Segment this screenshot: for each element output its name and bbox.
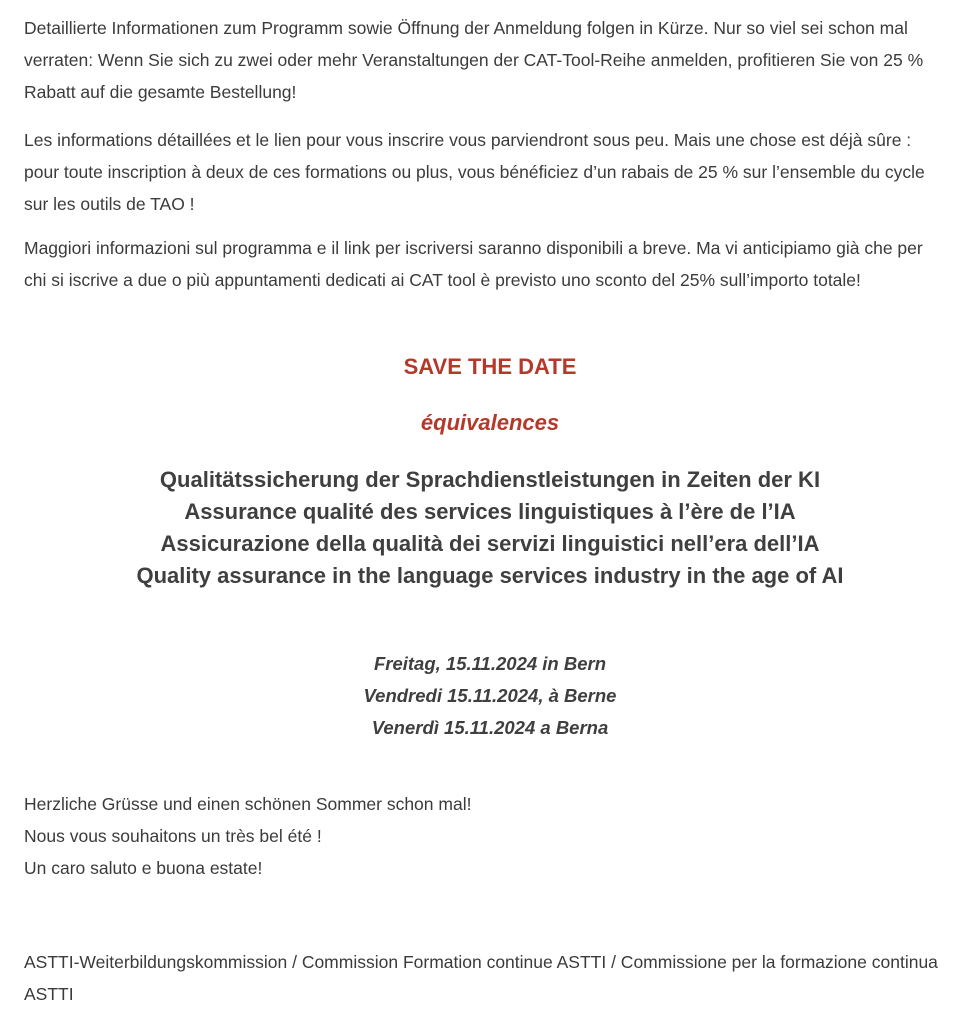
event-dates — [24, 648, 956, 744]
event-title-en: Quality assurance in the language services industry in the age of AI — [136, 563, 844, 588]
brand-name: équivalences — [420, 410, 560, 435]
intro-paragraph-de: Detaillierte Informationen zum Programm sowie Öffnung der Anmeldung folgen in Kürze. Nur so viel sei schon mal verraten: Wenn Sie sich zu zwei oder mehr Veranstaltungen der CAT-Tool-Reihe anmelden, profitieren Sie von 25 % Rabatt auf die gesamte Bestellung! — [24, 18, 924, 102]
event-title-fr: Assurance qualité des services linguistiques à l’ère de l’IA — [184, 499, 796, 524]
intro-paragraph-fr: Les informations détaillées et le lien pour vous inscrire vous parviendront sous peu. Mais une chose est déjà sûre : pour toute inscription à deux de ces formations ou plus, vous bénéficiez d’un rabais de 25 % sur l’ensemble du cycle sur les outils de TAO ! — [24, 130, 925, 214]
event-title-it: Assicurazione della qualità dei servizi linguistici nell’era dell’IA — [160, 531, 820, 556]
intro-paragraph-it: Maggiori informazioni sul programma e il link per iscriversi saranno disponibili a breve. Ma vi anticipiamo già che per chi si iscrive a due o più appuntamenti dedicati ai CAT tool è previsto uno sconto del 25% sull’importo totale! — [24, 238, 923, 290]
greeting-de: Herzliche Grüsse und einen schönen Sommer schon mal! — [24, 794, 472, 814]
greetings — [24, 788, 471, 884]
event-date-it: Venerdì 15.11.2024 a Berna — [371, 717, 609, 738]
event-date-de: Freitag, 15.11.2024 in Bern — [373, 653, 607, 674]
save-the-date-heading: SAVE THE DATE — [403, 354, 577, 379]
event-title-de: Qualitätssicherung der Sprachdienstleistungen in Zeiten der KI — [159, 467, 821, 492]
event-date-fr: Vendredi 15.11.2024, à Berne — [363, 685, 617, 706]
event-titles — [24, 464, 956, 592]
greeting-it: Un caro saluto e buona estate! — [24, 858, 263, 878]
signature: ASTTI-Weiterbildungskommission / Commission Formation continue ASTTI / Commissione per la formazione continua ASTTI — [24, 952, 938, 1004]
greeting-fr: Nous vous souhaitons un très bel été ! — [24, 826, 322, 846]
